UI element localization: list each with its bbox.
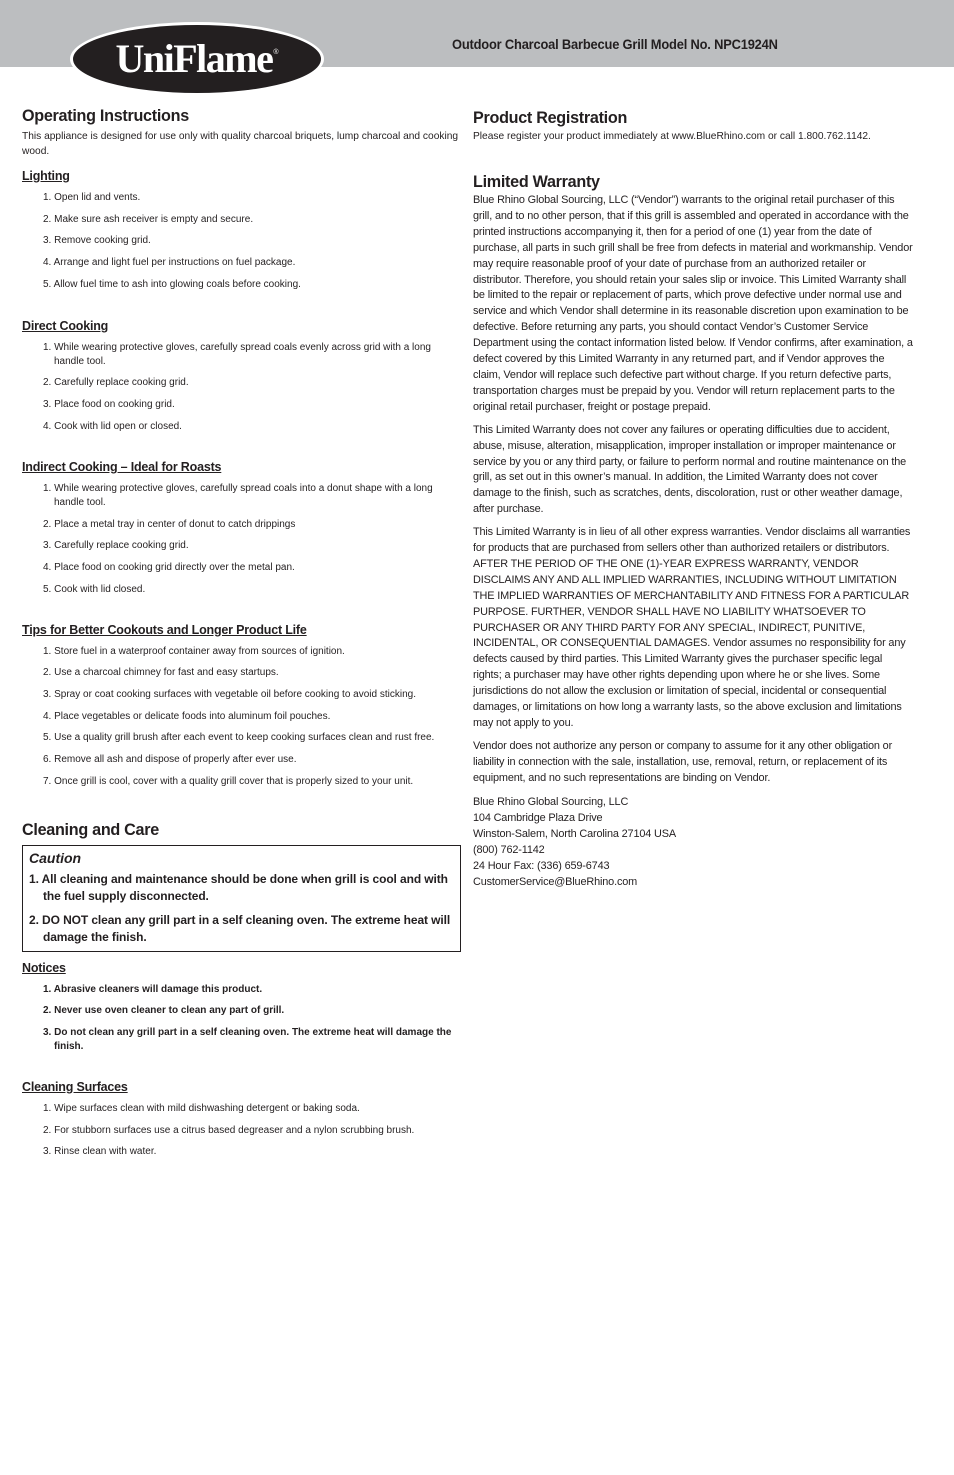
indirect-cooking-title: Indirect Cooking – Ideal for Roasts	[22, 459, 222, 474]
left-column	[22, 106, 459, 1167]
list-item: 1. While wearing protective gloves, carefully spread coals into a donut shape with a long handle tool.	[43, 482, 433, 508]
right-column	[473, 108, 913, 890]
address-line: CustomerService@BlueRhino.com	[473, 875, 638, 888]
list-item: 4. Place vegetables or delicate foods into aluminum foil pouches.	[43, 710, 331, 722]
warranty-paragraph: This Limited Warranty is in lieu of all other express warranties. Vendor disclaims all warranties for products that are purchased from sellers other than authorized retailers or distributors. AFTER THE PERIOD OF THE ONE (1)-YEAR EXPRESS WARRANTY, VENDOR DISCLAIMS ANY AND ALL IMPLIED WARRANTIES, INCLUDING WITHOUT LIMITATION THE IMPLIED WARRANTIES OF MERCHANTABILITY AND FITNESS FOR A PARTICULAR PURPOSE. FURTHER, VENDOR SHALL HAVE NO LIABILITY WHATSOEVER TO PURCHASER OR ANY THIRD PARTY FOR ANY SPECIAL, INDIRECT, PUNITIVE, INCIDENTAL, OR CONSEQUENTIAL DAMAGES. Vendor assumes no responsibility for any defects caused by third parties. This Limited Warranty gives the purchaser specific legal rights; a purchaser may have other rights depending upon where he or she lives. Some jurisdictions do not allow the exclusion or limitation of special, incidental or consequential damages, or limitations on how long a warranty lasts, so the above exclusion and limitations may not apply to you.	[473, 526, 911, 729]
warranty-paragraph: This Limited Warranty does not cover any failures or operating difficulties due to accident, abuse, misuse, alteration, misapplication, improper installation or improper maintenance or service by you or any third party, or failure to perform normal and routine maintenance on the grill, as set out in this owner’s manual. In addition, the Limited Warranty does not cover damage to the finish, such as scratches, dents, discoloration, rust or other weather damage, after purchase.	[473, 423, 907, 516]
logo-oval	[73, 25, 321, 93]
list-item: 4. Arrange and light fuel per instructions on fuel package.	[43, 257, 296, 269]
address-line: Blue Rhino Global Sourcing, LLC	[473, 795, 629, 808]
vendor-address	[473, 794, 913, 890]
caution-title: Caution	[29, 849, 82, 866]
warranty-body	[473, 193, 913, 787]
operating-title: Operating Instructions	[22, 106, 189, 125]
list-item: 7. Once grill is cool, cover with a quality grill cover that is properly sized to your unit.	[43, 775, 414, 787]
cleaning-title: Cleaning and Care	[22, 819, 159, 839]
notices-list	[22, 983, 459, 1054]
list-item: 1. Open lid and vents.	[43, 192, 141, 203]
list-item: 1. Store fuel in a waterproof container away from sources of ignition.	[43, 645, 345, 657]
list-item: 4. Cook with lid open or closed.	[43, 420, 182, 432]
lighting-title: Lighting	[22, 169, 70, 183]
list-item: 3. Remove cooking grid.	[43, 235, 151, 247]
direct-cooking-title: Direct Cooking	[22, 318, 109, 333]
list-item: 1. Abrasive cleaners will damage this product.	[43, 983, 263, 995]
registration-text: Please register your product immediately at www.BlueRhino.com or call 1.800.762.1142.	[473, 131, 871, 142]
address-line: 24 Hour Fax: (336) 659-6743	[473, 859, 610, 872]
list-item: 3. Carefully replace cooking grid.	[43, 540, 189, 552]
list-item: 3. Rinse clean with water.	[43, 1146, 157, 1158]
brand-logo	[70, 22, 324, 96]
logo-wordmark: UniFlame	[115, 36, 273, 81]
list-item: 5. Use a quality grill brush after each event to keep cooking surfaces clean and rust free.	[43, 732, 435, 744]
caution-item: 1. All cleaning and maintenance should be done when grill is cool and with the fuel supply disconnected.	[29, 871, 448, 903]
list-item: 2. For stubborn surfaces use a citrus based degreaser and a nylon scrubbing brush.	[43, 1124, 415, 1136]
list-item: 1. While wearing protective gloves, carefully spread coals evenly across grid with a long handle tool.	[43, 341, 431, 367]
list-item: 1. Wipe surfaces clean with mild dishwashing detergent or baking soda.	[43, 1103, 360, 1115]
list-item: 5. Cook with lid closed.	[43, 583, 146, 595]
list-item: 2. Make sure ash receiver is empty and secure.	[43, 213, 254, 225]
tips-list	[22, 645, 459, 789]
list-item: 3. Spray or coat cooking surfaces with vegetable oil before cooking to avoid sticking.	[43, 688, 416, 700]
address-line: 104 Cambridge Plaza Drive	[473, 811, 603, 824]
list-item: 6. Remove all ash and dispose of properly after ever use.	[43, 754, 297, 765]
indirect-cooking-list	[22, 482, 459, 597]
list-item: 2. Place a metal tray in center of donut to catch drippings	[43, 518, 296, 530]
model-title: Outdoor Charcoal Barbecue Grill Model No. NPC1924N	[452, 36, 778, 52]
caution-box	[22, 845, 461, 952]
list-item: 5. Allow fuel time to ash into glowing coals before cooking.	[43, 278, 301, 290]
caution-item: 2. DO NOT clean any grill part in a self cleaning oven. The extreme heat will damage the finish.	[29, 912, 451, 944]
notices-title: Notices	[22, 960, 66, 975]
list-item: 3. Place food on cooking grid.	[43, 399, 175, 411]
operating-intro: This appliance is designed for use only with quality charcoal briquets, lump charcoal and cooking wood.	[22, 131, 459, 157]
warranty-paragraph: Blue Rhino Global Sourcing, LLC (“Vendor”) warrants to the original retail purchaser of this grill, and to no other person, that if this grill is assembled and operated in accordance with the printed instructions accompanying it, then for a period of one (1) year from the date of purchase, all parts in such grill shall be free from defects in material and workmanship. Vendor may require reasonable proof of your date of purchase from an authorized retailer or distributor. Therefore, you should retain your sales slip or invoice. This Limited Warranty shall be limited to the repair or replacement of parts, which prove defective under normal use and service and which Vendor shall determine in its reasonable discretion upon examination to be defective. Before returning any parts, you should contact Vendor’s Customer Service Department using the contact information listed below. If Vendor confirms, after examination, a defect covered by this Limited Warranty in any returned part, and if Vendor approves the claim, Vendor will replace such defective part without charge. If you return defective parts, transportation charges must be prepaid by you. Vendor will return replacement parts to the original retail purchaser, freight or postage prepaid.	[473, 194, 913, 413]
tips-title: Tips for Better Cookouts and Longer Product Life	[22, 622, 307, 637]
address-line: (800) 762-1142	[473, 843, 545, 856]
list-item: 2. Carefully replace cooking grid.	[43, 377, 189, 389]
lighting-list	[22, 191, 459, 292]
direct-cooking-list	[22, 341, 459, 434]
list-item: 2. Never use oven cleaner to clean any part of grill.	[43, 1005, 285, 1017]
list-item: 4. Place food on cooking grid directly over the metal pan.	[43, 561, 295, 573]
address-line: Winston-Salem, North Carolina 27104 USA	[473, 827, 676, 840]
warranty-title: Limited Warranty	[473, 172, 600, 191]
list-item: 3. Do not clean any grill part in a self cleaning oven. The extreme heat will damage the finish.	[43, 1027, 452, 1053]
cleaning-surfaces-title: Cleaning Surfaces	[22, 1080, 128, 1095]
registration-title: Product Registration	[473, 108, 628, 127]
cleaning-surfaces-list	[22, 1102, 459, 1159]
list-item: 2. Use a charcoal chimney for fast and easy startups.	[43, 667, 279, 679]
warranty-paragraph: Vendor does not authorize any person or company to assume for it any other obligation or liability in connection with the sale, installation, use, removal, return, or replacement of its equipment, and no such representations are binding on Vendor.	[473, 739, 893, 784]
registered-mark: ®	[273, 49, 279, 56]
